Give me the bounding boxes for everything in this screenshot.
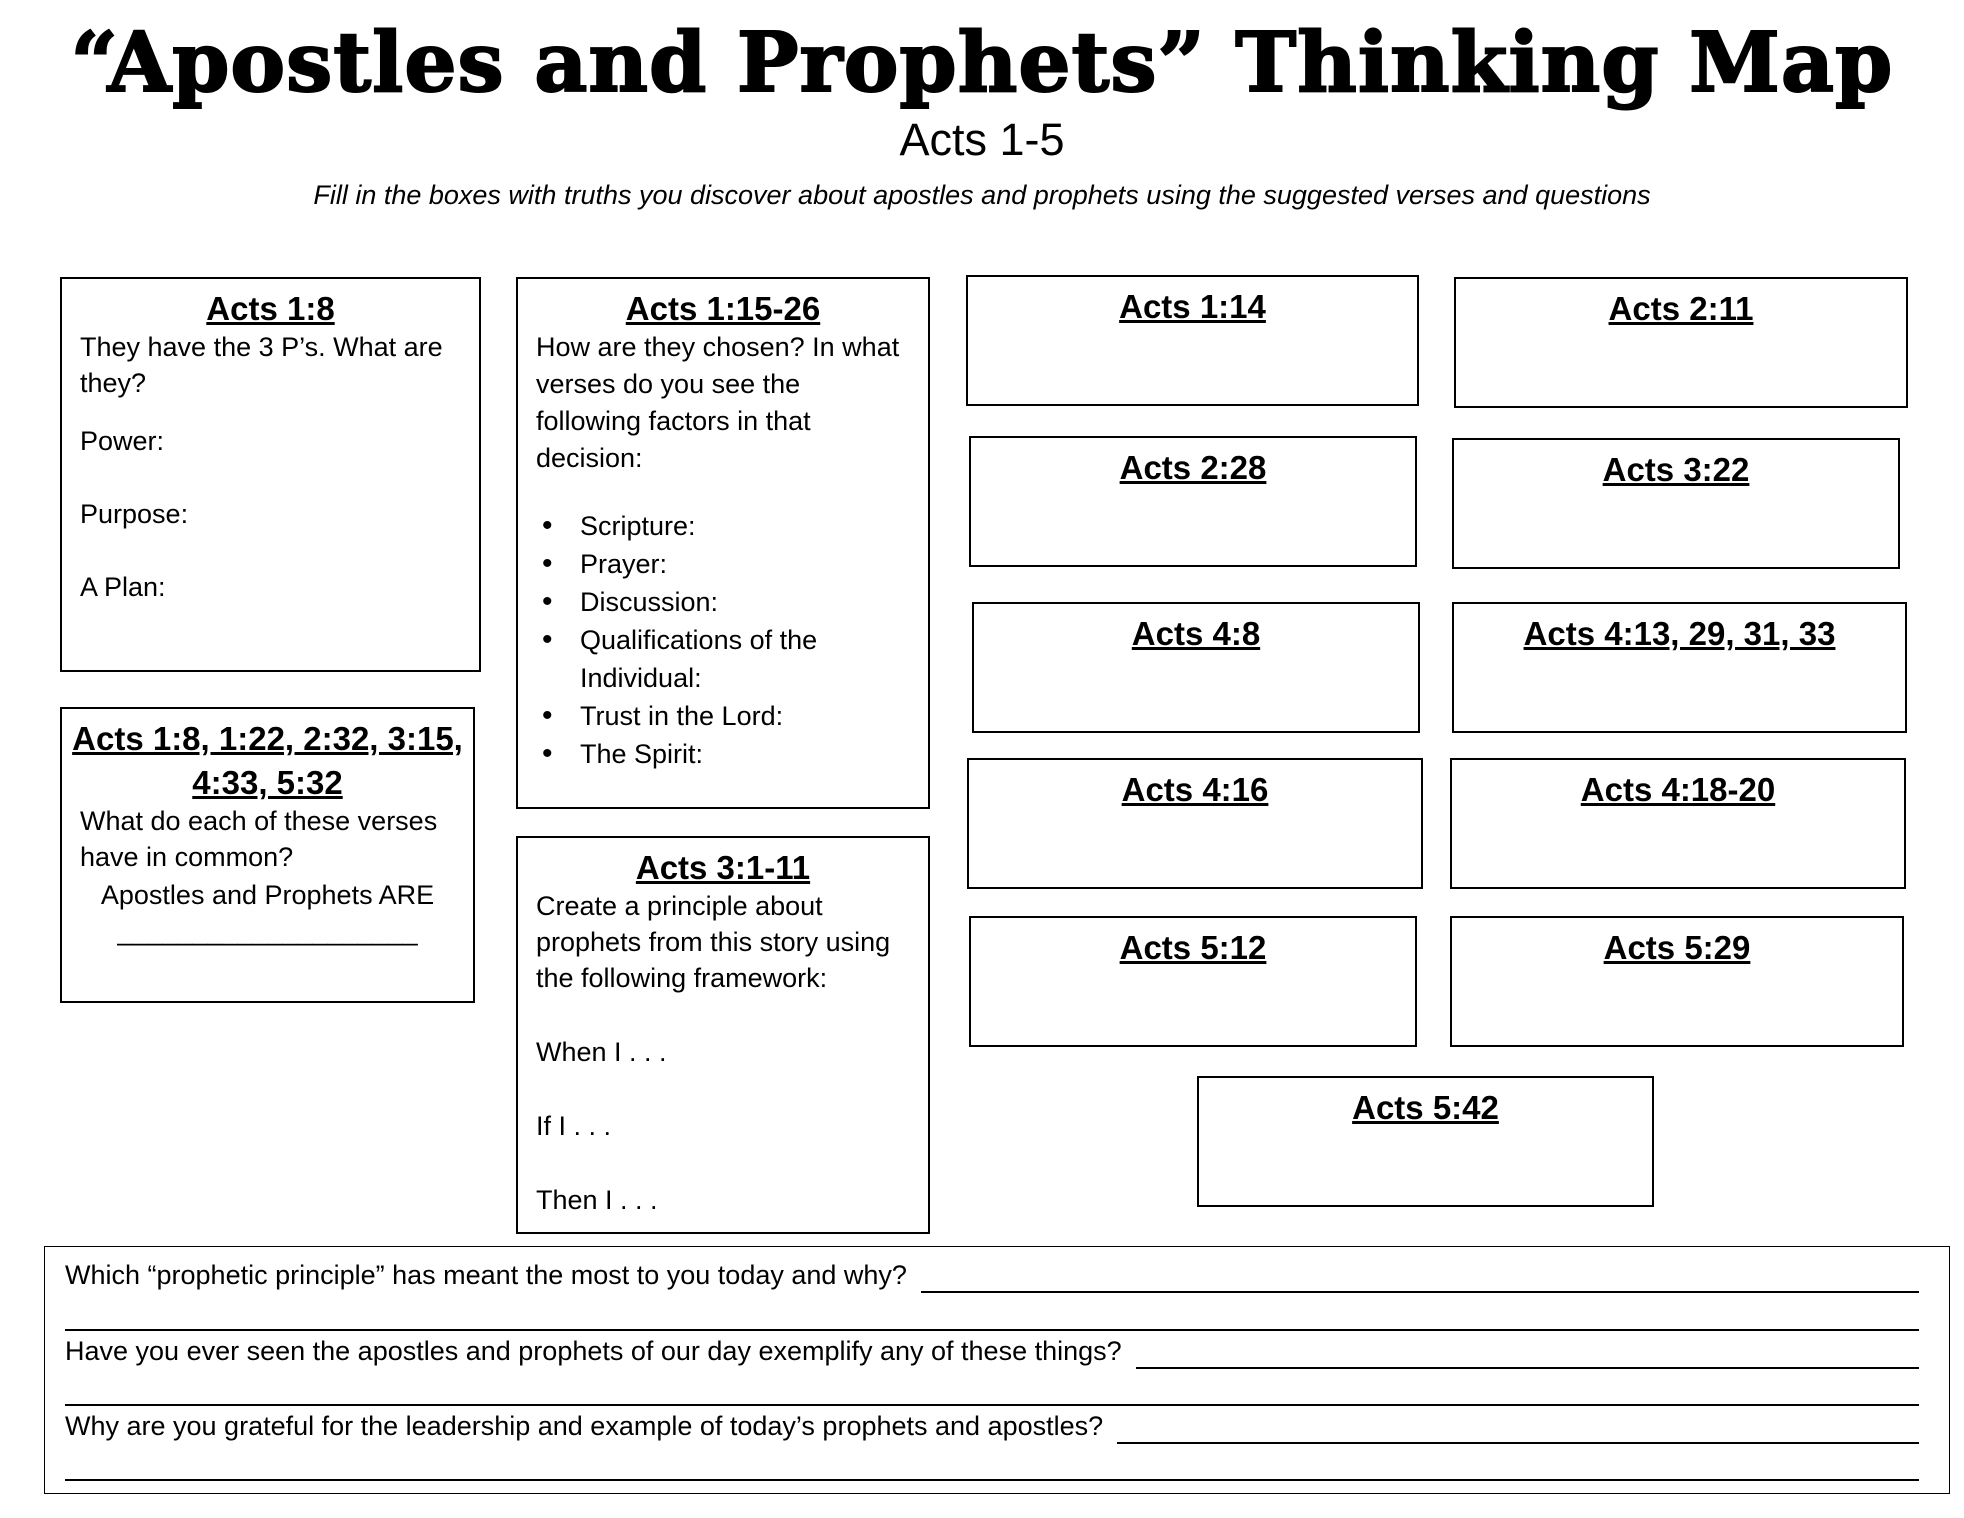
list-item: • Scripture: [536, 507, 910, 545]
box-prompt: What do each of these verses have in common? [80, 806, 438, 872]
box-acts-4-18-20[interactable] [1450, 758, 1906, 889]
box-heading: Acts 2:28 [1119, 449, 1267, 486]
box-acts-3-22[interactable] [1452, 438, 1900, 569]
box-heading: Acts 1:14 [1119, 288, 1266, 325]
list-item: Purpose: [80, 499, 189, 529]
list-item: Then I . . . [536, 1185, 658, 1215]
answer-line[interactable] [1117, 1416, 1919, 1444]
list-item: • Discussion: [536, 583, 910, 621]
question-row[interactable] [65, 1333, 1919, 1369]
answer-line[interactable] [65, 1329, 1919, 1331]
list-item: A Plan: [80, 572, 166, 602]
answer-blank: ____________________ [117, 916, 418, 946]
box-acts-5-29[interactable] [1450, 916, 1904, 1047]
box-prompt: They have the 3 P’s. What are they? [80, 332, 443, 398]
box-heading: Acts 1:8 [206, 290, 335, 327]
box-acts-2-11[interactable] [1454, 277, 1908, 408]
box-acts-4-13[interactable] [1452, 602, 1907, 733]
box-witness-verses[interactable] [60, 707, 475, 1003]
box-heading: Acts 4:16 [1121, 771, 1269, 808]
question-row[interactable] [65, 1408, 1919, 1444]
box-acts-1-8[interactable] [60, 277, 481, 672]
answer-line[interactable] [1136, 1341, 1919, 1369]
list-item: When I . . . [536, 1037, 667, 1067]
box-prompt: Create a principle about prophets from this story using the following framework: [536, 891, 891, 993]
box-acts-5-42[interactable] [1197, 1076, 1654, 1207]
question-text: Which “prophetic principle” has meant the most to you today and why? [65, 1260, 907, 1290]
box-heading: Acts 4:8 [1131, 615, 1261, 652]
box-acts-1-14[interactable] [966, 275, 1419, 406]
box-acts-4-8[interactable] [972, 602, 1420, 733]
box-heading: Acts 4:18-20 [1580, 771, 1776, 808]
list-item: • The Spirit: [536, 735, 910, 773]
box-heading: Acts 3:22 [1602, 451, 1750, 488]
box-acts-5-12[interactable] [969, 916, 1417, 1047]
list-item: • Qualifications of the Individual: [536, 621, 910, 697]
question-text: Why are you grateful for the leadership and example of today’s prophets and apostles? [65, 1411, 1104, 1441]
box-acts-3-1-11[interactable] [516, 836, 930, 1234]
reflection-questions [44, 1246, 1950, 1494]
answer-line[interactable] [921, 1265, 1919, 1293]
box-heading: Acts 4:13, 29, 31, 33 [1523, 615, 1836, 652]
page-title: “Apostles and Prophets” Thinking Map [70, 15, 1894, 111]
instructions-text: Fill in the boxes with truths you discover about apostles and prophets using the suggested verses and questions [313, 180, 1651, 210]
page-subtitle: Acts 1-5 [899, 114, 1065, 165]
box-heading: Acts 5:29 [1603, 929, 1751, 966]
answer-line[interactable] [65, 1404, 1919, 1406]
answer-line[interactable] [65, 1479, 1919, 1481]
list-item: • Prayer: [536, 545, 910, 583]
box-heading: Acts 3:1-11 [635, 849, 811, 886]
box-heading-line2: 4:33, 5:32 [192, 764, 343, 801]
box-acts-4-16[interactable] [967, 758, 1423, 889]
box-prompt: How are they chosen? In what verses do you see the following factors in that decision: [536, 332, 900, 473]
box-acts-1-15-26[interactable] [516, 277, 930, 809]
question-text: Have you ever seen the apostles and prophets of our day exemplify any of these things? [65, 1336, 1122, 1366]
list-item: If I . . . [536, 1111, 612, 1141]
list-item: Power: [80, 426, 165, 456]
box-heading-line1: Acts 1:8, 1:22, 2:32, 3:15, [72, 720, 463, 757]
answer-stem: Apostles and Prophets ARE [100, 880, 435, 910]
box-heading: Acts 5:42 [1352, 1089, 1499, 1126]
box-heading: Acts 1:15-26 [625, 290, 821, 327]
box-heading: Acts 5:12 [1119, 929, 1267, 966]
list-item: • Trust in the Lord: [536, 697, 910, 735]
question-row[interactable] [65, 1257, 1919, 1293]
box-heading: Acts 2:11 [1608, 290, 1754, 327]
box-acts-2-28[interactable] [969, 436, 1417, 567]
